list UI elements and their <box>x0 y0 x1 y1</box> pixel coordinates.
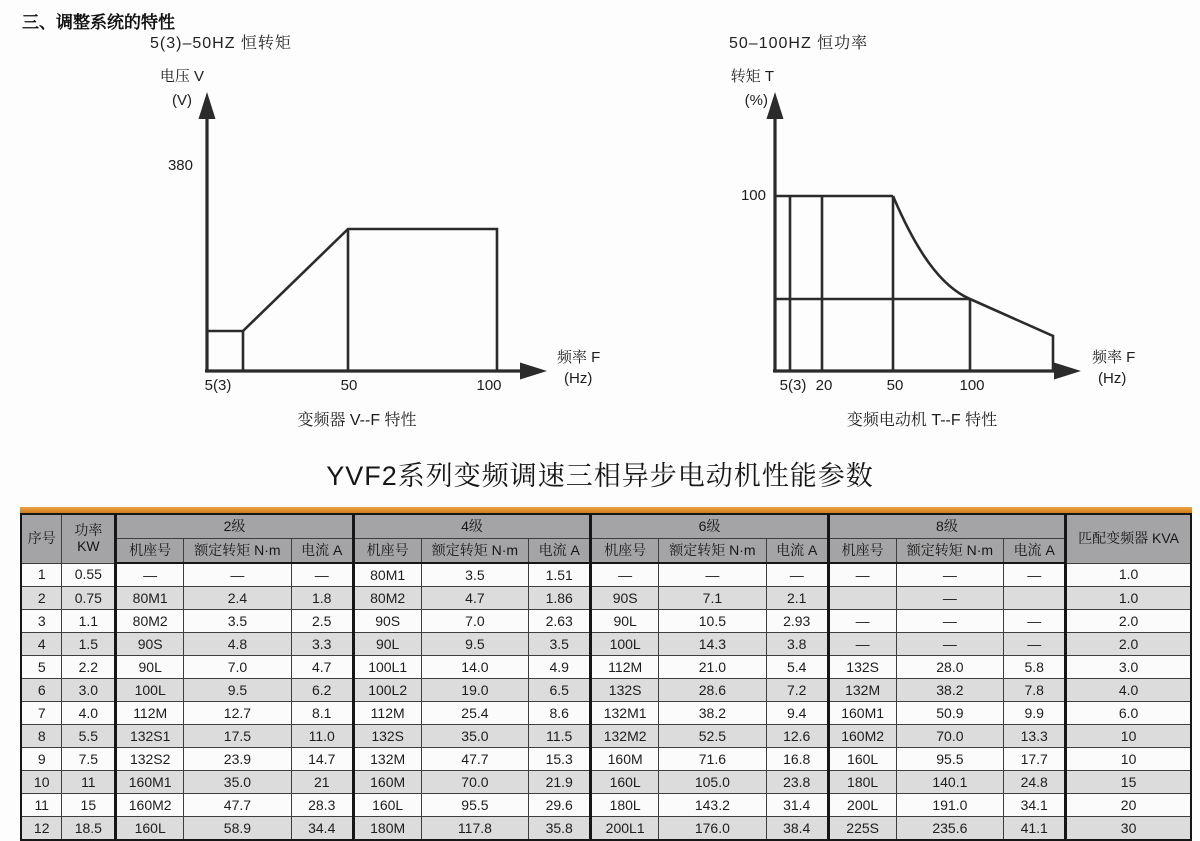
table-cell: 10 <box>1066 748 1191 771</box>
table-cell: 132M1 <box>591 702 659 725</box>
table-cell: 160M1 <box>116 771 184 794</box>
table-row <box>21 587 1191 610</box>
table-cell: 5.5 <box>62 725 116 748</box>
table-cell: 1.0 <box>1066 563 1191 587</box>
tf-chart-figure <box>718 55 1200 435</box>
table-row <box>21 725 1191 748</box>
table-cell: — <box>896 563 1004 587</box>
table-cell: 132M <box>353 748 421 771</box>
header-kva: 匹配变频器 KVA <box>1066 514 1191 563</box>
tf-x-label-1: 频率 F <box>1092 349 1136 366</box>
table-cell: 34.4 <box>291 817 353 841</box>
tf-y-label-2: (%) <box>744 92 768 109</box>
table-cell: 100L <box>116 679 184 702</box>
table-cell: 4.9 <box>529 656 591 679</box>
table-cell: — <box>828 563 896 587</box>
table-cell: 0.75 <box>62 587 116 610</box>
table-cell: 5.4 <box>766 656 828 679</box>
header-torque: 额定转矩 N·m <box>659 539 767 564</box>
table-cell: 7.0 <box>184 656 292 679</box>
header-frame: 机座号 <box>116 539 184 564</box>
table-row <box>21 633 1191 656</box>
table-cell: 7 <box>21 702 62 725</box>
table-cell: 35.0 <box>184 771 292 794</box>
table-cell: 160L <box>828 748 896 771</box>
table-cell: 6.0 <box>1066 702 1191 725</box>
table-cell: 38.2 <box>896 679 1004 702</box>
table-cell: 191.0 <box>896 794 1004 817</box>
table-cell: 29.6 <box>529 794 591 817</box>
table-cell: — <box>291 563 353 587</box>
table-cell: 12.7 <box>184 702 292 725</box>
table-cell: 14.7 <box>291 748 353 771</box>
table-cell: 28.3 <box>291 794 353 817</box>
header-power <box>62 514 116 563</box>
table-cell: 143.2 <box>659 794 767 817</box>
table-header-row-subs <box>21 539 1191 564</box>
table-cell: 11 <box>21 794 62 817</box>
table-cell: — <box>184 563 292 587</box>
table-cell: 132M <box>828 679 896 702</box>
table-cell: 4.8 <box>184 633 292 656</box>
table-cell: 23.8 <box>766 771 828 794</box>
table-cell: 7.2 <box>766 679 828 702</box>
table-cell: 100L2 <box>353 679 421 702</box>
table-cell: 8 <box>21 725 62 748</box>
table-cell: 14.0 <box>421 656 529 679</box>
table-cell: 132S1 <box>116 725 184 748</box>
table-cell: 3.0 <box>1066 656 1191 679</box>
table-cell: — <box>828 633 896 656</box>
table-wrap <box>20 507 1192 841</box>
table-cell: 105.0 <box>659 771 767 794</box>
table-cell: 180M <box>353 817 421 841</box>
table-cell: 12 <box>21 817 62 841</box>
table-cell: 4.7 <box>421 587 529 610</box>
header-current: 电流 A <box>1004 539 1066 564</box>
table-cell: 70.0 <box>421 771 529 794</box>
header-frame: 机座号 <box>828 539 896 564</box>
vf-x-label-2: (Hz) <box>564 370 593 387</box>
header-torque: 额定转矩 N·m <box>896 539 1004 564</box>
table-cell: — <box>1004 633 1066 656</box>
vf-x-tick-50: 50 <box>340 377 358 394</box>
table-cell: 4.0 <box>62 702 116 725</box>
table-row <box>21 563 1191 587</box>
table-cell: 112M <box>591 656 659 679</box>
table-cell: 4.0 <box>1066 679 1191 702</box>
table-cell: 2 <box>21 587 62 610</box>
table-cell: 7.5 <box>62 748 116 771</box>
table-cell: 160M2 <box>828 725 896 748</box>
table-cell: 4.7 <box>291 656 353 679</box>
table-cell: 6.5 <box>529 679 591 702</box>
table-cell: 35.0 <box>421 725 529 748</box>
table-cell: 9.5 <box>421 633 529 656</box>
table-cell: 8.6 <box>529 702 591 725</box>
table-cell: 100L1 <box>353 656 421 679</box>
table-row <box>21 610 1191 633</box>
table-cell: 180L <box>591 794 659 817</box>
table-cell: 28.0 <box>896 656 1004 679</box>
table-cell: 1.51 <box>529 563 591 587</box>
table-cell: 1.1 <box>62 610 116 633</box>
table-cell: 3.5 <box>184 610 292 633</box>
table-cell: 15 <box>62 794 116 817</box>
table-cell: 80M2 <box>116 610 184 633</box>
table-cell: 9.9 <box>1004 702 1066 725</box>
table-cell: 132S <box>591 679 659 702</box>
header-power-line2: KW <box>77 537 100 554</box>
table-cell: 1.0 <box>1066 587 1191 610</box>
header-frame: 机座号 <box>353 539 421 564</box>
table-cell: 90S <box>353 610 421 633</box>
table-row <box>21 679 1191 702</box>
table-cell: 15 <box>1066 771 1191 794</box>
header-seq: 序号 <box>21 514 62 563</box>
header-torque: 额定转矩 N·m <box>421 539 529 564</box>
table-cell: 25.4 <box>421 702 529 725</box>
table-cell: 160L <box>353 794 421 817</box>
table-cell: 4 <box>21 633 62 656</box>
table-cell: 160M1 <box>828 702 896 725</box>
table-cell: — <box>1004 563 1066 587</box>
table-cell: 0.55 <box>62 563 116 587</box>
table-cell: 14.3 <box>659 633 767 656</box>
table-cell: 90L <box>353 633 421 656</box>
table-cell: 28.6 <box>659 679 767 702</box>
table-cell: 160M <box>591 748 659 771</box>
table-row <box>21 656 1191 679</box>
tf-x-tick-5: 5(3) <box>779 377 807 394</box>
table-row <box>21 748 1191 771</box>
tf-x-label-2: (Hz) <box>1098 370 1127 387</box>
table-cell: 8.1 <box>291 702 353 725</box>
table-cell: 31.4 <box>766 794 828 817</box>
table-cell: 80M2 <box>353 587 421 610</box>
table-cell: 47.7 <box>421 748 529 771</box>
table-cell: — <box>896 633 1004 656</box>
table-cell: 132M2 <box>591 725 659 748</box>
table-cell: 117.8 <box>421 817 529 841</box>
table-cell: 35.8 <box>529 817 591 841</box>
vf-x-tick-5: 5(3) <box>204 377 232 394</box>
table-cell: 7.8 <box>1004 679 1066 702</box>
vf-chart-title: 5(3)–50HZ 恒转矩 <box>150 35 292 52</box>
header-frame: 机座号 <box>591 539 659 564</box>
table-cell: 132S <box>353 725 421 748</box>
table-cell: 2.5 <box>291 610 353 633</box>
table-cell: 225S <box>828 817 896 841</box>
table-cell: 10.5 <box>659 610 767 633</box>
table-cell: 16.8 <box>766 748 828 771</box>
table-cell: 17.5 <box>184 725 292 748</box>
table-cell: 132S <box>828 656 896 679</box>
header-group-4pole: 4级 <box>353 514 590 539</box>
table-cell: 7.0 <box>421 610 529 633</box>
vf-y-label-1: 电压 V <box>159 68 204 85</box>
table-cell: — <box>116 563 184 587</box>
tf-decay-curve <box>893 196 1053 371</box>
table-cell: — <box>896 587 1004 610</box>
table-cell: 2.0 <box>1066 610 1191 633</box>
table-cell: 2.93 <box>766 610 828 633</box>
table-cell: 23.9 <box>184 748 292 771</box>
table-cell: 5 <box>21 656 62 679</box>
header-group-2pole: 2级 <box>116 514 353 539</box>
table-cell: 1.5 <box>62 633 116 656</box>
table-cell: 21.0 <box>659 656 767 679</box>
table-cell: 17.7 <box>1004 748 1066 771</box>
table-cell: 7.1 <box>659 587 767 610</box>
table-title: YVF2系列变频调速三相异步电动机性能参数 <box>326 461 874 491</box>
table-cell: 112M <box>116 702 184 725</box>
table-cell: — <box>828 610 896 633</box>
tf-y-tick-100: 100 <box>740 187 766 204</box>
tf-caption: 变频电动机 T--F 特性 <box>846 412 998 429</box>
vf-step-segment <box>207 331 243 371</box>
tf-y-axis-arrow-icon <box>767 92 784 119</box>
table-cell: 9 <box>21 748 62 771</box>
header-power-line1: 功率 <box>74 522 103 539</box>
table-cell: 132S2 <box>116 748 184 771</box>
table-cell: 3.5 <box>529 633 591 656</box>
table-cell: 160M2 <box>116 794 184 817</box>
table-cell: 90L <box>591 610 659 633</box>
table-cell: — <box>896 610 1004 633</box>
vf-y-tick-380: 380 <box>167 157 193 174</box>
header-current: 电流 A <box>291 539 353 564</box>
tf-chart-title: 50–100HZ 恒功率 <box>729 35 869 52</box>
table-cell: — <box>659 563 767 587</box>
vf-x-label-1: 频率 F <box>557 349 601 366</box>
table-cell: 1 <box>21 563 62 587</box>
table-cell: 95.5 <box>421 794 529 817</box>
table-cell: 3 <box>21 610 62 633</box>
table-cell: 19.0 <box>421 679 529 702</box>
header-group-6pole: 6级 <box>591 514 828 539</box>
table-cell: 18.5 <box>62 817 116 841</box>
table-cell: 160L <box>116 817 184 841</box>
table-cell: 34.1 <box>1004 794 1066 817</box>
table-cell: 200L <box>828 794 896 817</box>
table-cell: 30 <box>1066 817 1191 841</box>
table-cell: 235.6 <box>896 817 1004 841</box>
table-cell: 90L <box>116 656 184 679</box>
tf-x-axis-arrow-icon <box>1054 363 1081 380</box>
table-cell: 2.4 <box>184 587 292 610</box>
table-cell: 38.2 <box>659 702 767 725</box>
table-cell: 6.2 <box>291 679 353 702</box>
table-cell: 10 <box>1066 725 1191 748</box>
table-cell: 140.1 <box>896 771 1004 794</box>
table-cell: 1.8 <box>291 587 353 610</box>
table-cell: 180L <box>828 771 896 794</box>
vf-x-axis-arrow-icon <box>520 363 547 380</box>
table-row <box>21 771 1191 794</box>
table-cell: 2.2 <box>62 656 116 679</box>
vf-chart-figure <box>130 55 620 435</box>
table-cell: 160M <box>353 771 421 794</box>
vf-y-label-2: (V) <box>172 92 192 109</box>
table-cell: 11.0 <box>291 725 353 748</box>
table-row <box>21 702 1191 725</box>
tf-x-tick-50: 50 <box>886 377 904 394</box>
table-cell: 2.63 <box>529 610 591 633</box>
table-cell: 11.5 <box>529 725 591 748</box>
table-cell: 80M1 <box>353 563 421 587</box>
table-cell: 9.4 <box>766 702 828 725</box>
table-cell: 24.8 <box>1004 771 1066 794</box>
table-cell: 21 <box>291 771 353 794</box>
table-cell: 90S <box>116 633 184 656</box>
table-cell: 13.3 <box>1004 725 1066 748</box>
performance-table <box>20 513 1192 841</box>
table-cell: 80M1 <box>116 587 184 610</box>
table-cell: 52.5 <box>659 725 767 748</box>
table-cell: 3.3 <box>291 633 353 656</box>
table-cell: — <box>591 563 659 587</box>
table-cell: 10 <box>21 771 62 794</box>
table-cell: 1.86 <box>529 587 591 610</box>
table-cell: 95.5 <box>896 748 1004 771</box>
header-group-8pole: 8级 <box>828 514 1065 539</box>
vf-caption: 变频器 V--F 特性 <box>297 412 417 429</box>
table-cell: 5.8 <box>1004 656 1066 679</box>
header-current: 电流 A <box>529 539 591 564</box>
table-cell: 6 <box>21 679 62 702</box>
tf-x-tick-100: 100 <box>959 377 985 394</box>
header-current: 电流 A <box>766 539 828 564</box>
table-cell: 2.0 <box>1066 633 1191 656</box>
vf-y-axis-arrow-icon <box>199 92 216 119</box>
table-cell: 200L1 <box>591 817 659 841</box>
table-cell: 20 <box>1066 794 1191 817</box>
table-cell: 100L <box>591 633 659 656</box>
table-row <box>21 794 1191 817</box>
table-cell: 3.8 <box>766 633 828 656</box>
vf-main-curve <box>243 229 497 371</box>
table-cell <box>828 587 896 610</box>
table-cell: 3.5 <box>421 563 529 587</box>
table-cell: 12.6 <box>766 725 828 748</box>
table-cell: — <box>1004 610 1066 633</box>
table-cell <box>1004 587 1066 610</box>
table-cell: 58.9 <box>184 817 292 841</box>
header-torque: 额定转矩 N·m <box>184 539 292 564</box>
tf-x-tick-20: 20 <box>815 377 833 394</box>
table-cell: 50.9 <box>896 702 1004 725</box>
page-heading: 三、调整系统的特性 <box>22 13 175 32</box>
table-cell: 90S <box>591 587 659 610</box>
table-head <box>21 514 1191 563</box>
table-cell: 2.1 <box>766 587 828 610</box>
table-cell: 70.0 <box>896 725 1004 748</box>
table-cell: 15.3 <box>529 748 591 771</box>
table-cell: 3.0 <box>62 679 116 702</box>
table-cell: 112M <box>353 702 421 725</box>
table-row <box>21 817 1191 841</box>
vf-x-tick-100: 100 <box>476 377 502 394</box>
table-cell: 47.7 <box>184 794 292 817</box>
table-cell: 9.5 <box>184 679 292 702</box>
table-cell: 21.9 <box>529 771 591 794</box>
table-cell: 11 <box>62 771 116 794</box>
tf-y-label-1: 转矩 T <box>730 68 774 85</box>
table-cell: 176.0 <box>659 817 767 841</box>
table-cell: 71.6 <box>659 748 767 771</box>
table-cell: 41.1 <box>1004 817 1066 841</box>
table-cell: 160L <box>591 771 659 794</box>
table-body <box>21 563 1191 840</box>
table-cell: — <box>766 563 828 587</box>
table-cell: 38.4 <box>766 817 828 841</box>
table-header-row-groups <box>21 514 1191 539</box>
